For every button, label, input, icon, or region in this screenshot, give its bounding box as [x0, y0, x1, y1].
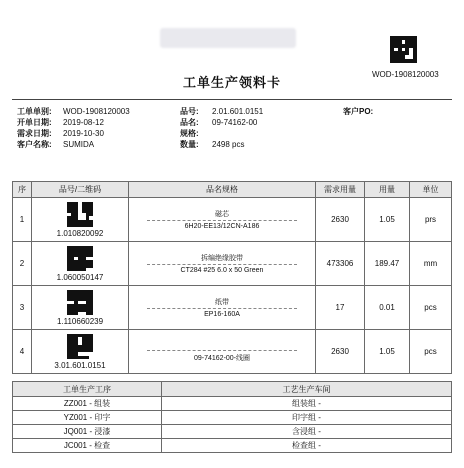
process-step: JQ001 - 浸漆 — [13, 425, 162, 439]
process-table — [12, 381, 452, 453]
process-step: ZZ001 - 组装 — [13, 397, 162, 411]
part-value: 2.01.601.0151 — [212, 107, 264, 116]
demand-date-label: 需求日期: — [17, 129, 52, 138]
workshop: 印字组 - — [162, 411, 452, 425]
table-row — [13, 425, 452, 439]
material-code: 1.060050147 — [56, 272, 104, 282]
workshop: 组装组 - — [162, 397, 452, 411]
row-code-cell — [32, 242, 129, 286]
col-workshop: 工艺生产车间 — [162, 382, 452, 397]
row-name-spec-cell — [129, 330, 316, 374]
row-demand: 2630 — [316, 330, 365, 374]
row-seq: 3 — [13, 286, 32, 330]
material-name — [147, 341, 297, 351]
material-qr-code — [67, 290, 93, 316]
col-demand: 需求用量 — [316, 182, 365, 198]
order-no-value: WOD-1908120003 — [63, 107, 130, 116]
col-usage: 用量 — [365, 182, 410, 198]
start-date-value: 2019-08-12 — [63, 118, 104, 127]
redacted-logo — [160, 28, 296, 48]
row-seq: 2 — [13, 242, 32, 286]
row-unit: prs — [410, 198, 452, 242]
material-name: 磁芯 — [147, 209, 297, 221]
workshop: 检查组 - — [162, 439, 452, 453]
material-qr-code — [67, 246, 93, 272]
page-title: 工单生产领料卡 — [182, 75, 281, 90]
row-demand: 473306 — [316, 242, 365, 286]
material-code: 1.110660239 — [56, 316, 104, 326]
material-qr-code — [67, 202, 93, 228]
table-row — [13, 330, 452, 374]
process-header-row — [13, 382, 452, 397]
row-code-cell — [32, 198, 129, 242]
part-label: 品号: — [180, 107, 199, 116]
col-seq: 序 — [13, 182, 32, 198]
col-unit: 单位 — [410, 182, 452, 198]
qty-value: 2498 pcs — [212, 140, 245, 149]
row-usage: 1.05 — [365, 198, 410, 242]
row-seq: 4 — [13, 330, 32, 374]
row-unit: mm — [410, 242, 452, 286]
materials-header-row — [13, 182, 452, 198]
row-usage: 189.47 — [365, 242, 410, 286]
material-code: 3.01.601.0151 — [54, 360, 106, 370]
wo-code-label: WOD-1908120003 — [372, 70, 439, 79]
info-block — [17, 106, 447, 162]
material-name: 纸带 — [147, 297, 297, 309]
table-row — [13, 411, 452, 425]
row-name-spec-cell — [129, 198, 316, 242]
col-process-step: 工单生产工序 — [13, 382, 162, 397]
row-demand: 17 — [316, 286, 365, 330]
row-unit: pcs — [410, 330, 452, 374]
name-label: 品名: — [180, 118, 199, 127]
col-name-spec: 品名规格 — [129, 182, 316, 198]
row-code-cell — [32, 286, 129, 330]
process-step: YZ001 - 印字 — [13, 411, 162, 425]
material-spec: 09-74162-00-线圈 — [193, 354, 251, 362]
material-code: 1.010820092 — [56, 228, 104, 238]
workshop: 含浸组 - — [162, 425, 452, 439]
qty-label: 数量: — [180, 140, 199, 149]
row-unit: pcs — [410, 286, 452, 330]
start-date-label: 开单日期: — [17, 118, 52, 127]
table-row — [13, 198, 452, 242]
material-qr-code — [67, 334, 93, 360]
material-spec: EP16-160A — [204, 311, 240, 318]
demand-date-value: 2019-10-30 — [63, 129, 104, 138]
header-qr-code — [390, 36, 417, 63]
table-row — [13, 242, 452, 286]
name-value: 09-74162-00 — [212, 118, 258, 127]
process-step: JC001 - 检查 — [13, 439, 162, 453]
customer-value: SUMIDA — [63, 140, 95, 149]
header-divider — [12, 99, 452, 100]
material-name: 拆编绝缘胶带 — [147, 253, 297, 265]
table-row — [13, 286, 452, 330]
row-usage: 0.01 — [365, 286, 410, 330]
customer-label: 客户名称: — [17, 140, 52, 149]
row-demand: 2630 — [316, 198, 365, 242]
row-name-spec-cell — [129, 286, 316, 330]
table-row — [13, 439, 452, 453]
table-row — [13, 397, 452, 411]
order-no-label: 工单单别: — [17, 107, 52, 116]
row-seq: 1 — [13, 198, 32, 242]
material-spec: CT284 #25 6.0 x 50 Green — [180, 267, 264, 274]
customer-po-label: 客户PO: — [343, 107, 374, 116]
material-spec: 6H20-EE13/12CN-A186 — [184, 223, 260, 230]
spec-label: 规格: — [180, 129, 199, 138]
col-code: 品号/二维码 — [32, 182, 129, 198]
row-usage: 1.05 — [365, 330, 410, 374]
row-code-cell — [32, 330, 129, 374]
row-name-spec-cell — [129, 242, 316, 286]
materials-table — [12, 181, 452, 374]
